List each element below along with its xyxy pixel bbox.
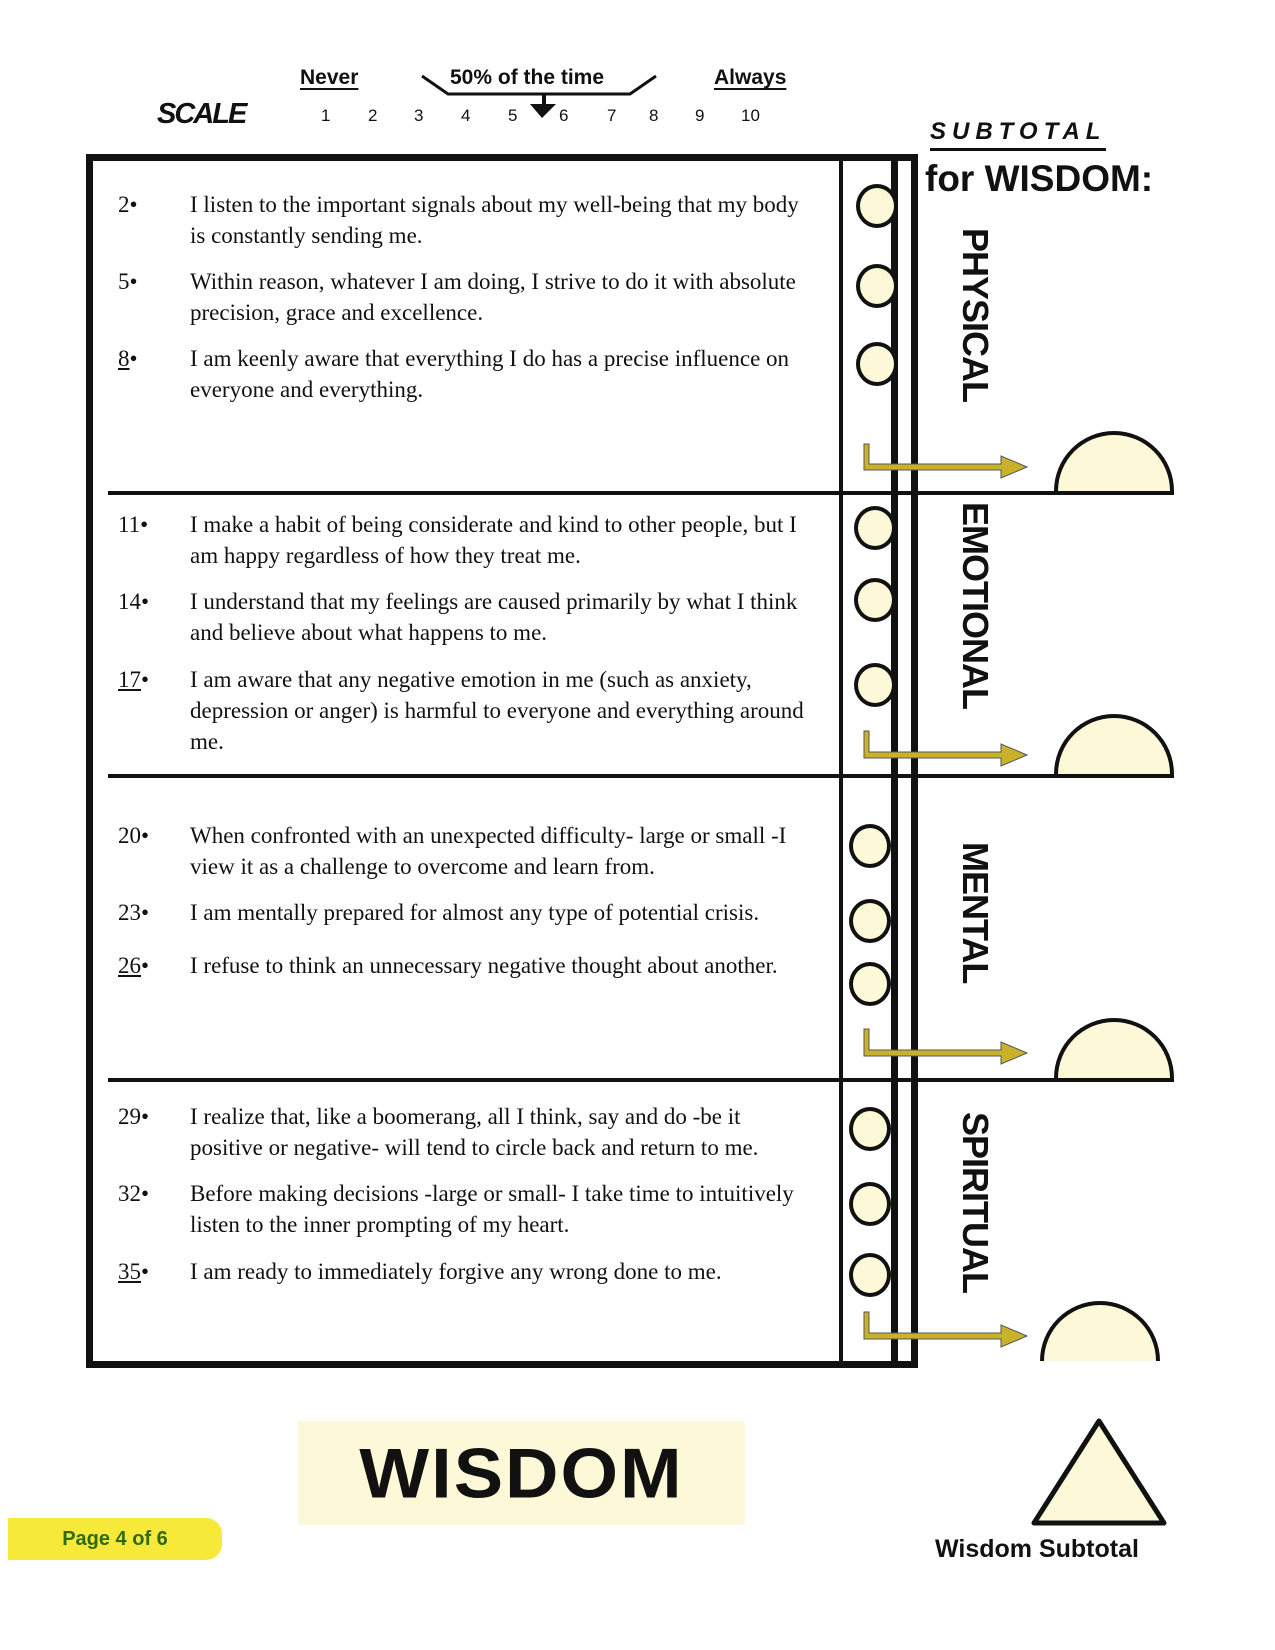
answer-column xyxy=(839,154,898,1361)
section-label-spiritual: SPIRITUAL xyxy=(955,1112,996,1294)
question-text: I am ready to immediately forgive any wrong done to me. xyxy=(190,1259,722,1284)
scale-5: 5 xyxy=(508,106,518,125)
physical-subtotal-semicircle[interactable] xyxy=(1054,431,1174,491)
emotional-subtotal-semicircle[interactable] xyxy=(1054,714,1174,774)
answer-circle-32[interactable] xyxy=(849,1182,891,1226)
section-label-physical: PHYSICAL xyxy=(955,228,996,403)
page-indicator xyxy=(8,1518,222,1560)
answer-circle-29[interactable] xyxy=(849,1107,891,1151)
answer-circle-11[interactable] xyxy=(854,506,896,550)
question-5: 5• Within reason, whatever I am doing, I strive to do it with absolute precision, grace and excellence. xyxy=(118,266,818,328)
answer-circle-20[interactable] xyxy=(849,824,891,868)
question-number: 17 xyxy=(118,667,141,692)
answer-circle-35[interactable] xyxy=(849,1253,891,1297)
question-text: I realize that, like a boomerang, all I think, say and do -be it positive or negative- will tend to circle back and return to me. xyxy=(190,1104,759,1160)
wisdom-subtotal-triangle-icon[interactable] xyxy=(1030,1416,1168,1528)
answer-circle-8[interactable] xyxy=(856,342,898,386)
question-number: 29 xyxy=(118,1104,141,1129)
answer-circle-23[interactable] xyxy=(849,899,891,943)
answer-circle-5[interactable] xyxy=(856,264,898,308)
scale-always: Always xyxy=(714,66,787,89)
scale-1: 1 xyxy=(321,106,331,125)
scale-never: Never xyxy=(300,66,359,89)
scale-8: 8 xyxy=(649,106,659,125)
answer-circle-2[interactable] xyxy=(856,184,898,228)
question-29: 29• I realize that, like a boomerang, all I think, say and do -be it positive or negative- will tend to circle back and return to me. xyxy=(118,1101,818,1163)
question-number: 2 xyxy=(118,192,130,217)
answer-circle-17[interactable] xyxy=(854,663,896,707)
question-14: 14• I understand that my feelings are caused primarily by what I think and believe about what happens to me. xyxy=(118,586,818,648)
scale-3: 3 xyxy=(414,106,424,125)
question-number: 14 xyxy=(118,589,141,614)
question-32: 32• Before making decisions -large or small- I take time to intuitively listen to the inner prompting of my heart. xyxy=(118,1178,818,1240)
question-number: 8 xyxy=(118,346,130,371)
scale-7: 7 xyxy=(607,106,617,125)
question-text: I understand that my feelings are caused primarily by what I think and believe about what happens to me. xyxy=(190,589,798,645)
question-number: 11 xyxy=(118,512,141,537)
scale-2: 2 xyxy=(368,106,378,125)
scale-6: 6 xyxy=(559,106,569,125)
question-20: 20• When confronted with an unexpected difficulty- large or small -I view it as a challenge to overcome and learn from. xyxy=(118,820,818,882)
question-26: 26• I refuse to think an unnecessary negative thought about another. xyxy=(118,950,818,981)
section-label-mental: MENTAL xyxy=(955,842,996,984)
question-text: I am aware that any negative emotion in me (such as anxiety, depression or anger) is harmful to everyone and everything around me. xyxy=(190,667,804,754)
question-text: Within reason, whatever I am doing, I strive to do it with absolute precision, grace and excellence. xyxy=(190,269,796,325)
question-text: I refuse to think an unnecessary negative thought about another. xyxy=(190,953,778,978)
question-number: 26 xyxy=(118,953,141,978)
scale-10: 10 xyxy=(741,106,760,125)
question-35: 35• I am ready to immediately forgive any wrong done to me. xyxy=(118,1256,818,1287)
question-text: Before making decisions -large or small- I take time to intuitively listen to the inner prompting of my heart. xyxy=(190,1181,794,1237)
section-label-emotional: EMOTIONAL xyxy=(955,502,996,709)
scale-bracket-arrow-icon xyxy=(420,72,660,122)
question-17: 17• I am aware that any negative emotion in me (such as anxiety, depression or anger) is harmful to everyone and everything around me. xyxy=(118,664,818,757)
question-text: I am keenly aware that everything I do has a precise influence on everyone and everything. xyxy=(190,346,790,402)
scale-half: 50% of the time xyxy=(450,66,605,89)
section-divider xyxy=(108,774,1174,778)
question-number: 35 xyxy=(118,1259,141,1284)
subtotal-for-wisdom: for WISDOM: xyxy=(925,158,1154,199)
wisdom-banner xyxy=(298,1421,745,1525)
question-text: I make a habit of being considerate and kind to other people, but I am happy regardless of how they treat me. xyxy=(190,512,797,568)
section-divider xyxy=(108,1078,1174,1082)
mental-subtotal-semicircle[interactable] xyxy=(1054,1018,1174,1078)
question-text: I listen to the important signals about my well-being that my body is constantly sending me. xyxy=(190,192,799,248)
spiritual-subtotal-semicircle[interactable] xyxy=(1040,1301,1160,1361)
question-23: 23• I am mentally prepared for almost any type of potential crisis. xyxy=(118,897,818,928)
wisdom-subtotal-label: Wisdom Subtotal xyxy=(935,1535,1139,1563)
question-8: 8• I am keenly aware that everything I do has a precise influence on everyone and everything. xyxy=(118,343,818,405)
question-2: 2• I listen to the important signals about my well-being that my body is constantly sending me. xyxy=(118,189,818,251)
question-number: 5 xyxy=(118,269,130,294)
scale-4: 4 xyxy=(461,106,471,125)
subtotal-heading: SUBTOTAL xyxy=(930,118,1106,151)
question-11: 11• I make a habit of being considerate and kind to other people, but I am happy regardless of how they treat me. xyxy=(118,509,818,571)
scale-label: SCALE xyxy=(157,98,246,130)
page-number-text: Page 4 of 6 xyxy=(62,1527,168,1550)
answer-circle-26[interactable] xyxy=(849,962,891,1006)
section-divider xyxy=(108,491,1174,495)
question-number: 32 xyxy=(118,1181,141,1206)
wisdom-title: WISDOM xyxy=(359,1433,684,1513)
question-number: 23 xyxy=(118,900,141,925)
question-number: 20 xyxy=(118,823,141,848)
scale-9: 9 xyxy=(695,106,705,125)
question-text: When confronted with an unexpected difficulty- large or small -I view it as a challenge to overcome and learn from. xyxy=(190,823,787,879)
question-text: I am mentally prepared for almost any type of potential crisis. xyxy=(190,900,760,925)
answer-circle-14[interactable] xyxy=(854,578,896,622)
